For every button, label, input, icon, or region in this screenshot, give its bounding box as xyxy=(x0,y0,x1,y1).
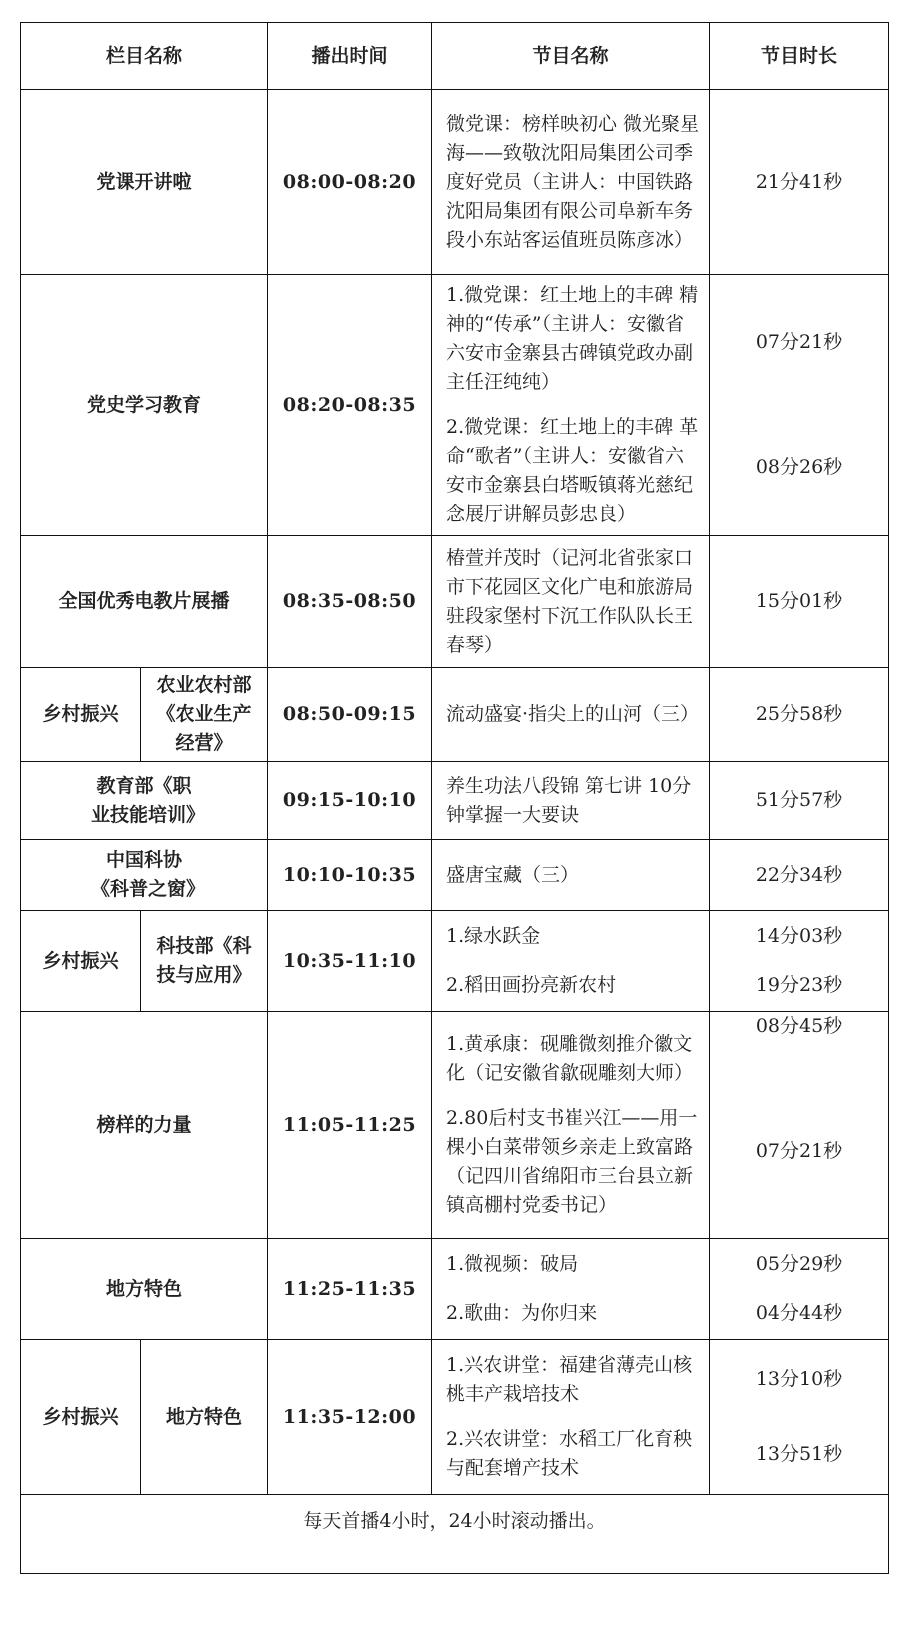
air-time: 08:00-08:20 xyxy=(268,90,432,275)
air-time: 11:05-11:25 xyxy=(268,1012,432,1239)
duration: 13分10秒 xyxy=(755,1368,843,1390)
air-time: 08:35-08:50 xyxy=(268,536,432,668)
table-row xyxy=(21,762,889,840)
header-program-name: 节目名称 xyxy=(432,23,710,90)
air-time: 09:15-10:10 xyxy=(268,762,432,840)
program-name: 养生功法八段锦 第七讲 10分钟掌握一大要诀 xyxy=(432,762,710,840)
program-name: 2.兴农讲堂：水稻工厂化育秧与配套增产技术 xyxy=(446,1428,693,1479)
duration: 08分26秒 xyxy=(755,456,843,478)
schedule-table xyxy=(20,22,889,1574)
table-row xyxy=(21,536,889,668)
header-row xyxy=(21,23,889,90)
column-name: 中国科协《科普之窗》 xyxy=(21,840,268,911)
program-list xyxy=(432,1012,710,1239)
column-name: 全国优秀电教片展播 xyxy=(21,536,268,668)
column-name: 党课开讲啦 xyxy=(21,90,268,275)
table-row xyxy=(21,90,889,275)
table-row xyxy=(21,1012,889,1239)
table-row xyxy=(21,275,889,536)
sub-column-name: 地方特色 xyxy=(141,1340,268,1495)
duration: 05分29秒 xyxy=(755,1253,843,1275)
air-time: 08:20-08:35 xyxy=(268,275,432,536)
table-row xyxy=(21,1239,889,1340)
column-name: 地方特色 xyxy=(21,1239,268,1340)
program-name: 椿萱并茂时（记河北省张家口市下花园区文化广电和旅游局驻段家堡村下沉工作队队长王春琴） xyxy=(432,536,710,668)
header-duration: 节目时长 xyxy=(710,23,889,90)
column-name: 榜样的力量 xyxy=(21,1012,268,1239)
duration: 14分03秒 xyxy=(755,925,843,947)
sub-column-name: 科技部《科技与应用》 xyxy=(141,911,268,1012)
program-name: 2.稻田画扮亮新农村 xyxy=(446,974,617,996)
duration: 08分45秒 xyxy=(755,1015,843,1037)
duration-list xyxy=(710,1012,889,1239)
table-row xyxy=(21,840,889,911)
duration: 15分01秒 xyxy=(710,536,889,668)
duration: 13分51秒 xyxy=(755,1443,843,1465)
footer-note: 每天首播4小时，24小时滚动播出。 xyxy=(21,1495,889,1574)
column-name: 乡村振兴 xyxy=(21,668,141,762)
header-column-name: 栏目名称 xyxy=(21,23,268,90)
program-name: 1.黄承康：砚雕微刻推介徽文化（记安徽省歙砚雕刻大师） xyxy=(446,1033,694,1084)
program-name: 流动盛宴·指尖上的山河（三） xyxy=(432,668,710,762)
air-time: 10:35-11:10 xyxy=(268,911,432,1012)
air-time: 11:35-12:00 xyxy=(268,1340,432,1495)
duration-list xyxy=(710,275,889,536)
air-time: 08:50-09:15 xyxy=(268,668,432,762)
table-row xyxy=(21,668,889,762)
program-name: 1.绿水跃金 xyxy=(446,925,541,947)
air-time: 10:10-10:35 xyxy=(268,840,432,911)
program-name: 2.歌曲：为你归来 xyxy=(446,1302,598,1324)
duration-list xyxy=(710,1239,889,1340)
duration: 07分21秒 xyxy=(755,1140,843,1162)
program-list xyxy=(432,275,710,536)
table-row xyxy=(21,911,889,1012)
duration-list xyxy=(710,1340,889,1495)
program-name: 微党课：榜样映初心 微光聚星海——致敬沈阳局集团公司季度好党员（主讲人：中国铁路沈阳局集团有限公司阜新车务段小东站客运值班员陈彦冰） xyxy=(432,90,710,275)
column-name: 乡村振兴 xyxy=(21,1340,141,1495)
program-list xyxy=(432,1340,710,1495)
program-name: 2.80后村支书崔兴江——用一棵小白菜带领乡亲走上致富路（记四川省绵阳市三台县立新镇高棚村党委书记） xyxy=(446,1107,698,1216)
footer-row xyxy=(21,1495,889,1574)
duration-list xyxy=(710,911,889,1012)
program-name: 1.微党课：红土地上的丰碑 精神的“传承”（主讲人：安徽省六安市金寨县古碑镇党政办副主任汪纯纯） xyxy=(446,284,699,393)
program-name: 1.微视频：破局 xyxy=(446,1253,579,1275)
column-name: 教育部《职业技能培训》 xyxy=(21,762,268,840)
duration: 25分58秒 xyxy=(710,668,889,762)
header-air-time: 播出时间 xyxy=(268,23,432,90)
table-row xyxy=(21,1340,889,1495)
duration: 07分21秒 xyxy=(755,331,843,353)
program-name: 1.兴农讲堂：福建省薄壳山核桃丰产栽培技术 xyxy=(446,1354,693,1405)
air-time: 11:25-11:35 xyxy=(268,1239,432,1340)
program-list xyxy=(432,1239,710,1340)
program-list xyxy=(432,911,710,1012)
column-name: 乡村振兴 xyxy=(21,911,141,1012)
sub-column-name: 农业农村部《农业生产经营》 xyxy=(141,668,268,762)
duration: 22分34秒 xyxy=(710,840,889,911)
column-name: 党史学习教育 xyxy=(21,275,268,536)
duration: 04分44秒 xyxy=(755,1302,843,1324)
program-name: 盛唐宝藏（三） xyxy=(432,840,710,911)
duration: 51分57秒 xyxy=(710,762,889,840)
program-name: 2.微党课：红土地上的丰碑 革命“歌者”（主讲人：安徽省六安市金寨县白塔畈镇蒋光慈纪念展厅讲解员彭忠良） xyxy=(446,416,699,525)
duration: 19分23秒 xyxy=(755,974,843,996)
duration: 21分41秒 xyxy=(710,90,889,275)
